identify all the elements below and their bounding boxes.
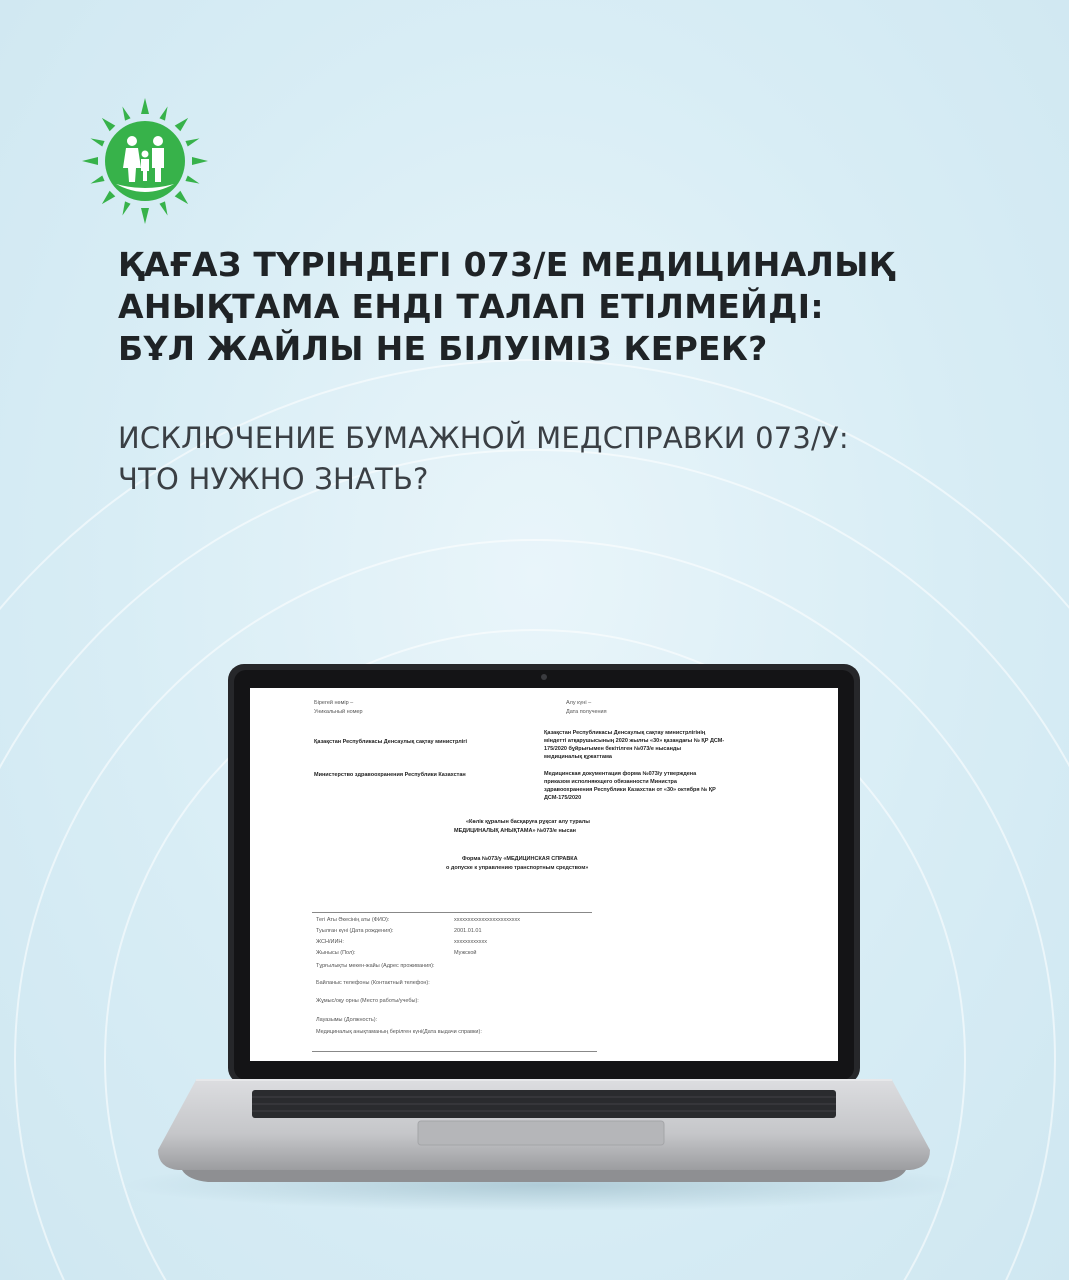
doc-header-left-1: Бірегей нөмір – [314,700,354,706]
subheadline-line-2: ЧТО НУЖНО ЗНАТЬ? [118,462,429,496]
headline-line-2: АНЫҚТАМА ЕНДІ ТАЛАП ЕТІЛМЕЙДІ: [118,287,824,326]
doc-field-label: Жұмыс/оқу орны (Место работы/учебы): [316,998,419,1004]
subheadline-line-1: ИСКЛЮЧЕНИЕ БУМАЖНОЙ МЕДСПРАВКИ 073/У: [118,421,849,455]
medical-certificate-document [250,688,838,1061]
doc-order-ru-2: приказом исполняющего обязанности Министра [544,779,677,785]
doc-field-label: Тегі Аты Әкесінің аты (ФИО): [316,917,390,923]
doc-order-kz-2: міндетті атқарушысының 2020 жылғы «30» қазандағы № ҚР ДСМ- [544,738,725,744]
doc-field-value: Мужской [454,950,477,956]
doc-order-ru-3: здравоохранения Республики Казахстан от «30» октября № ҚР [544,787,716,793]
doc-field-value: 2001.01.01 [454,928,482,934]
doc-table-bottom-rule [312,1051,597,1052]
doc-field-value: xxxxxxxxxxxxxxxxxxxxxxxx [454,917,520,923]
doc-field-value: xxxxxxxxxxxx [454,939,487,945]
doc-order-ru-4: ДСМ-175/2020 [544,795,582,801]
headline-line-3: БҰЛ ЖАЙЛЫ НЕ БІЛУІМІЗ КЕРЕК? [118,329,768,368]
doc-table-top-rule [312,912,592,913]
doc-header-left-2: Уникальный номер [314,709,363,715]
doc-ministry-ru: Министерство здравоохранения Республики Казахстан [314,772,466,778]
doc-order-kz-1: Қазақстан Республикасы Денсаулық сақтау министрлігінің [544,730,706,736]
doc-header-right-2: Дата получения [566,709,607,715]
doc-center-ru-2: о допуске к управлению транспортным средством» [446,865,589,871]
doc-order-kz-4: медициналық құжаттама [544,754,612,760]
doc-field-label: Туылған күні (Дата рождения): [316,928,394,934]
doc-field-label: Жынысы (Пол): [316,950,356,956]
doc-field-label: Байланыс телефоны (Контактный телефон): [316,980,430,986]
doc-field-label: Медициналық анықтаманың берілген күні(Дата выдачи справки): [316,1029,482,1035]
doc-ministry-kz: Қазақстан Республикасы Денсаулық сақтау министрлігі [314,739,468,745]
doc-header-right-1: Алу күні – [566,700,592,706]
doc-field-label: ЖСН/ИИН: [316,939,344,945]
doc-center-ru-1: Форма №073/у «МЕДИЦИНСКАЯ СПРАВКА [462,856,578,862]
doc-field-label: Тұрғылықты мекен-жайы (Адрес проживания): [316,963,435,969]
headline-line-1: ҚАҒАЗ ТҮРІНДЕГІ 073/Е МЕДИЦИНАЛЫҚ [118,245,895,284]
doc-order-kz-3: 175/2020 бұйрығымен бекітілген №073/е нысанды [544,746,682,752]
doc-field-label: Лауазымы (Должность): [316,1017,378,1023]
doc-center-kz-1: «Көлік құралын басқаруға рұқсат алу туралы [466,819,590,825]
doc-center-kz-2: МЕДИЦИНАЛЫҚ АНЫҚТАМА» №073/е нысан [454,828,576,834]
doc-order-ru-1: Медицинская документация форма №073/у утверждена [544,771,697,777]
